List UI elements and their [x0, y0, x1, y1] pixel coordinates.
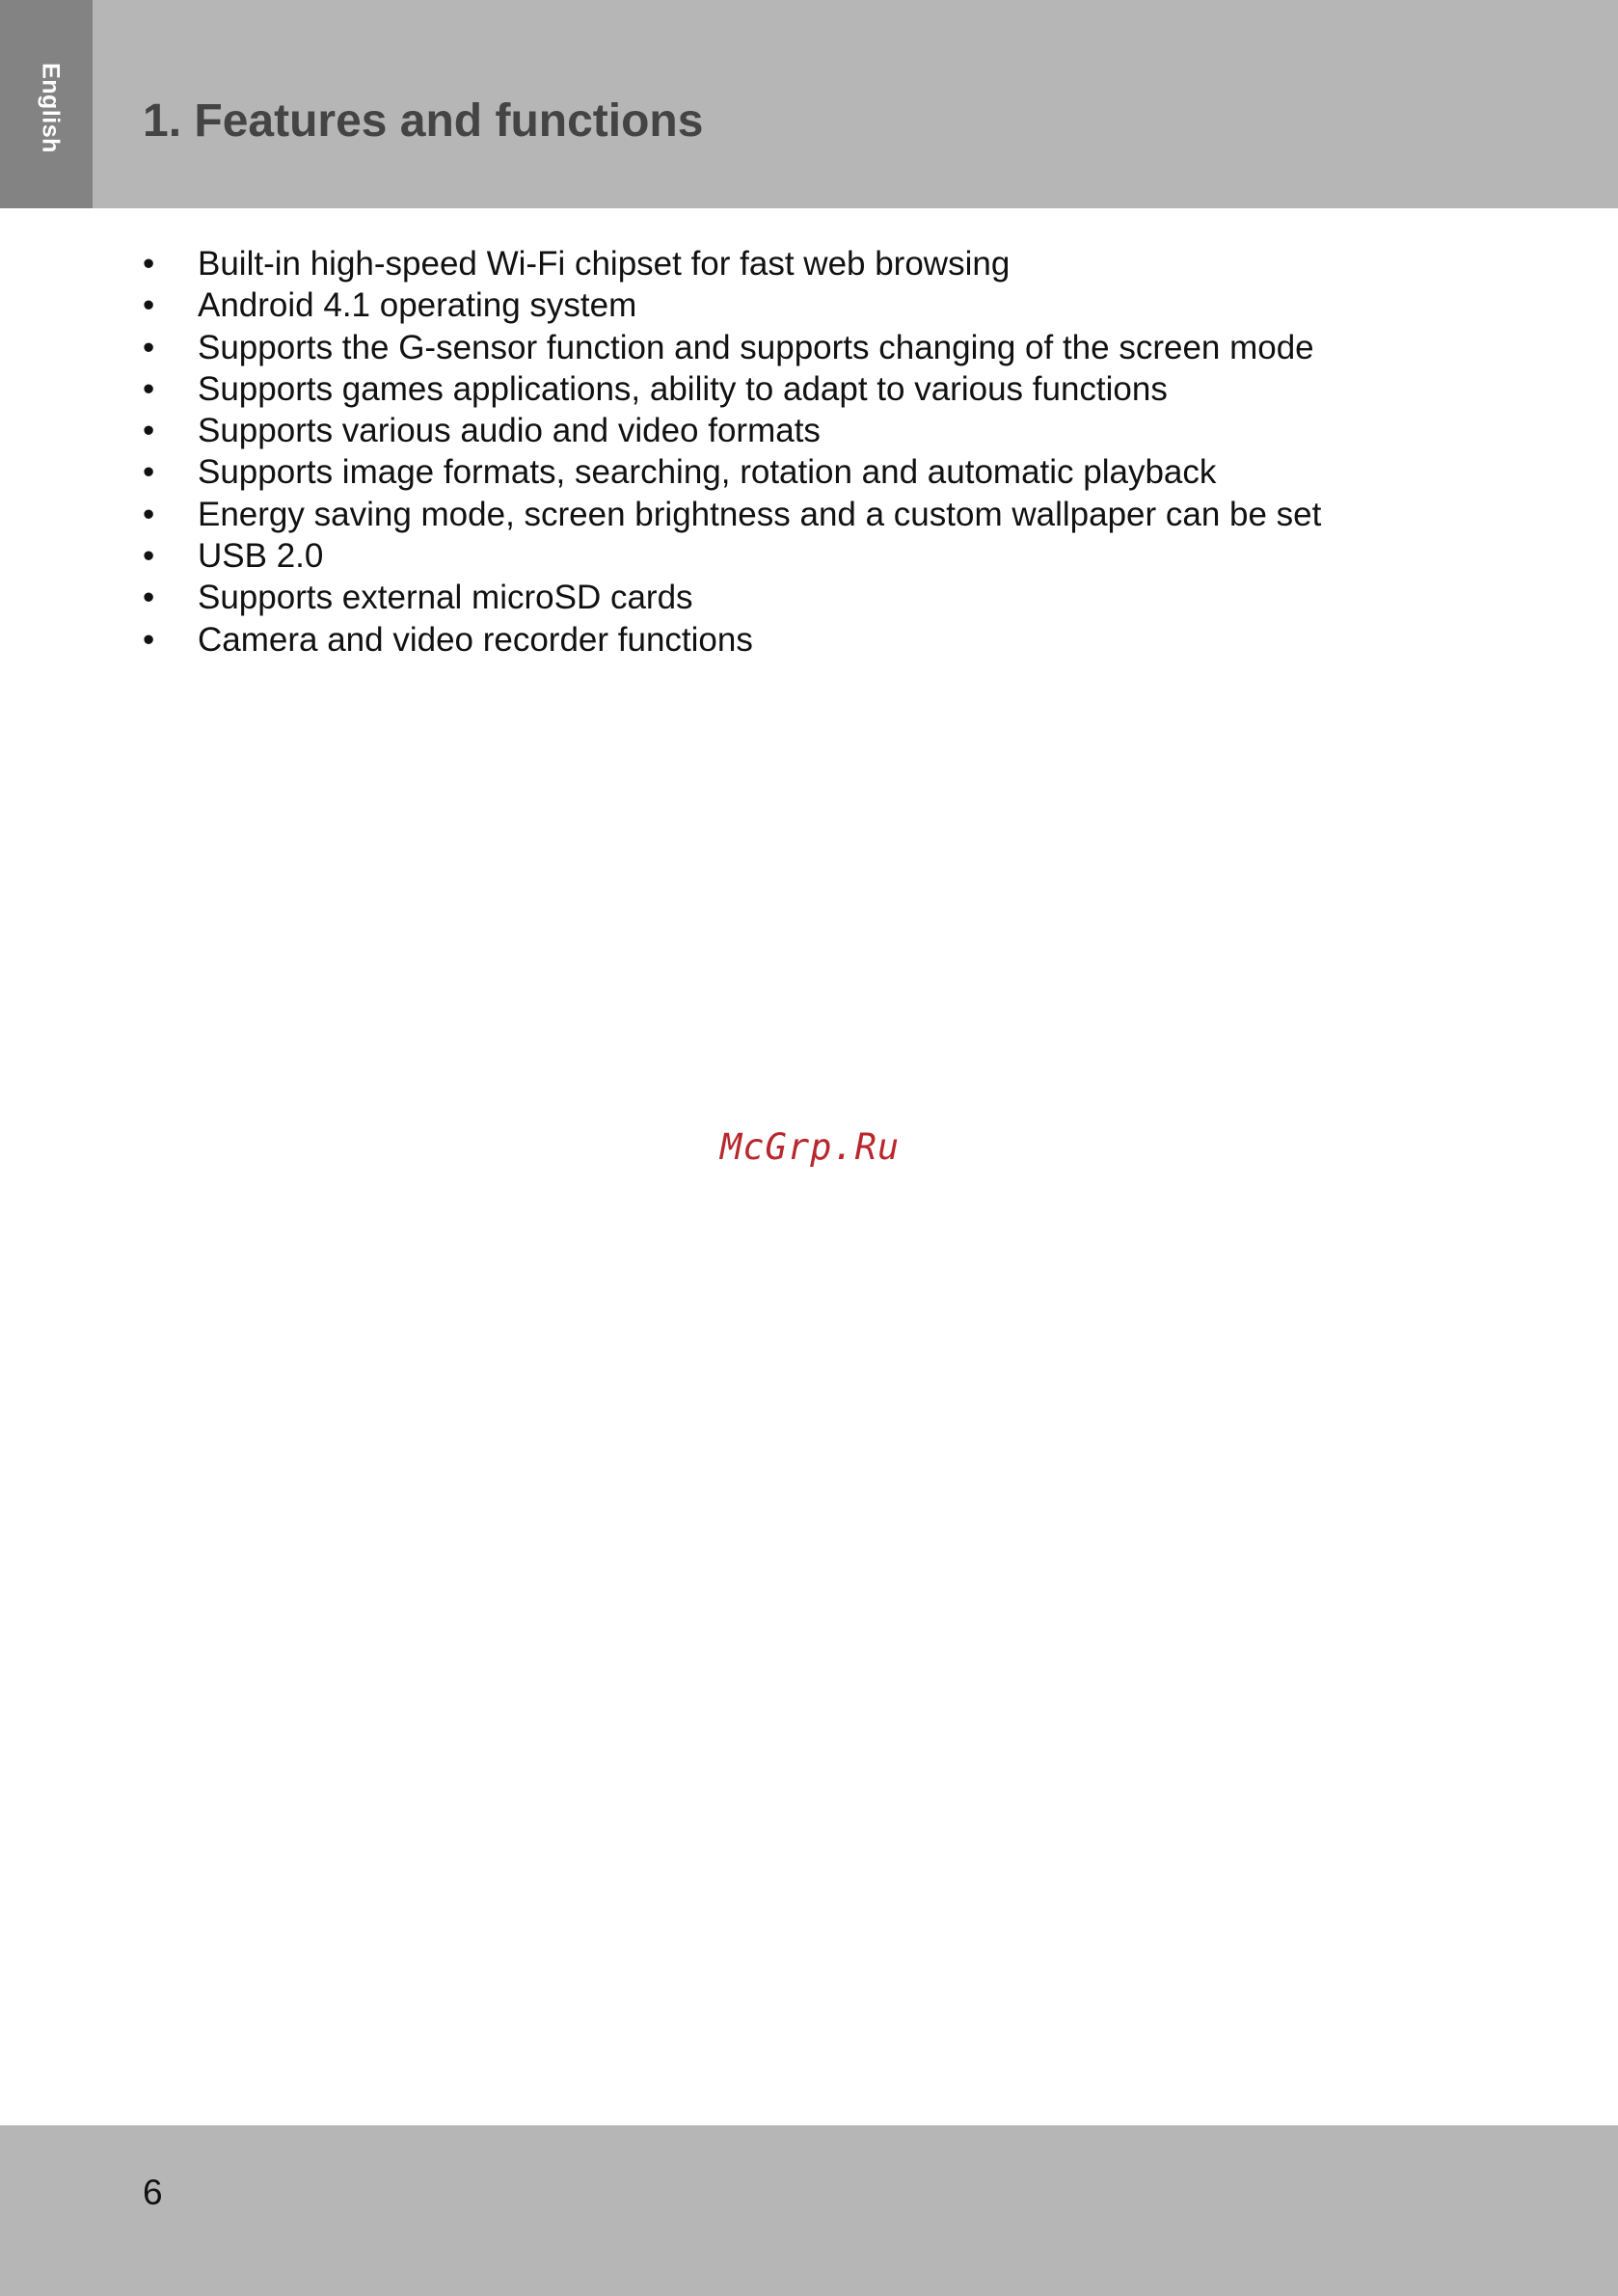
bullet: •	[143, 495, 155, 533]
watermark: McGrp.Ru	[720, 1126, 901, 1168]
feature-item	[143, 577, 1321, 618]
bullet: •	[143, 369, 155, 408]
bullet: •	[143, 537, 155, 576]
feature-item	[143, 451, 1321, 493]
footer-band	[0, 2125, 1618, 2296]
feature-item	[143, 327, 1321, 368]
language-tab	[0, 0, 93, 208]
feature-text: Camera and video recorder functions	[198, 620, 753, 659]
feature-item	[143, 368, 1321, 410]
feature-list	[143, 243, 1321, 661]
feature-item	[143, 619, 1321, 661]
feature-text: Supports image formats, searching, rotation and automatic playback	[198, 453, 1217, 492]
bullet: •	[143, 620, 155, 659]
feature-text: Android 4.1 operating system	[198, 286, 637, 325]
page-number: 6	[143, 2173, 163, 2212]
bullet: •	[143, 328, 155, 366]
bullet: •	[143, 579, 155, 617]
feature-text: Energy saving mode, screen brightness and a custom wallpaper can be set	[198, 495, 1322, 533]
feature-text: USB 2.0	[198, 537, 324, 576]
feature-item	[143, 535, 1321, 577]
feature-item	[143, 494, 1321, 535]
feature-text: Supports various audio and video formats	[198, 412, 821, 450]
language-label: English	[37, 63, 65, 153]
bullet: •	[143, 453, 155, 492]
page-title: 1. Features and functions	[143, 95, 704, 147]
feature-item	[143, 243, 1321, 284]
bullet: •	[143, 245, 155, 283]
feature-item	[143, 284, 1321, 326]
bullet: •	[143, 412, 155, 450]
feature-text: Supports external microSD cards	[198, 579, 693, 617]
feature-item	[143, 410, 1321, 451]
feature-text: Supports the G-sensor function and supports changing of the screen mode	[198, 328, 1314, 366]
bullet: •	[143, 286, 155, 325]
feature-text: Built-in high-speed Wi-Fi chipset for fast web browsing	[198, 245, 1011, 283]
feature-text: Supports games applications, ability to adapt to various functions	[198, 369, 1168, 408]
